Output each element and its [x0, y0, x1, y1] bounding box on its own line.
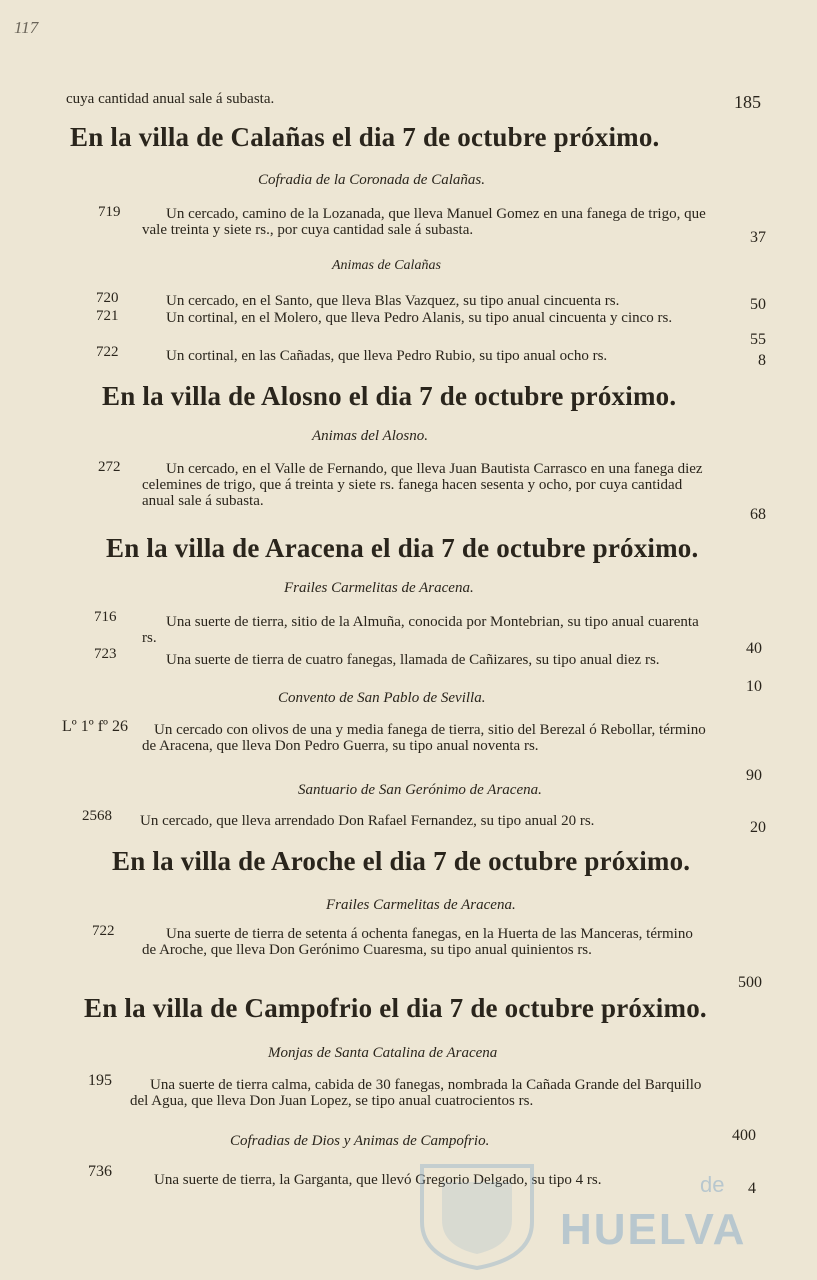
- entry-text: Una suerte de tierra, la Garganta, que llevó Gregorio Delgado, su tipo 4 rs.: [154, 1172, 602, 1188]
- entry-amount: 400: [732, 1127, 756, 1144]
- entry-number: 719: [98, 204, 121, 220]
- entry-number: 721: [96, 308, 119, 324]
- entry-amount: 68: [750, 506, 766, 523]
- entry-text: Un cercado con olivos de una y media fanega de tierra, sitio del Berezal ó Rebollar, término de Aracena, que lleva Don Pedro Guerra, su tipo anual noventa rs.: [142, 722, 706, 754]
- entry-number: Lº 1º fº 26: [62, 718, 128, 735]
- subheading: Frailes Carmelitas de Aracena.: [284, 580, 474, 596]
- entry-text: Un cortinal, en las Cañadas, que lleva Pedro Rubio, su tipo anual ocho rs.: [166, 348, 608, 364]
- entry-number: 722: [92, 923, 115, 939]
- section-heading-campofrio: En la villa de Campofrio el dia 7 de octubre próximo.: [84, 993, 707, 1023]
- entry-amount: 8: [758, 352, 766, 369]
- entry-number: 2568: [82, 808, 112, 824]
- entry-amount: 37: [750, 229, 766, 246]
- entry-number: 720: [96, 290, 119, 306]
- subheading: Frailes Carmelitas de Aracena.: [326, 897, 516, 913]
- watermark-text: HUELVA: [560, 1205, 747, 1254]
- entry-amount: 10: [746, 678, 762, 695]
- margin-note: 117: [14, 18, 39, 37]
- entry-number: 716: [94, 609, 117, 625]
- subheading: Animas del Alosno.: [312, 428, 428, 444]
- section-heading-calanas: En la villa de Calañas el dia 7 de octubre próximo.: [70, 122, 660, 152]
- subheading: Monjas de Santa Catalina de Aracena: [268, 1045, 498, 1061]
- entry-amount: 4: [748, 1180, 756, 1197]
- entry-amount: 55: [750, 331, 766, 348]
- entry-amount: 20: [750, 819, 766, 836]
- section-heading-aracena: En la villa de Aracena el dia 7 de octubre próximo.: [106, 533, 699, 563]
- entry-number: 736: [88, 1163, 112, 1180]
- entry-text: Un cortinal, en el Molero, que lleva Pedro Alanis, su tipo anual cincuenta y cinco rs.: [166, 310, 673, 326]
- entry-text: Un cercado, en el Santo, que lleva Blas Vazquez, su tipo anual cincuenta rs.: [166, 293, 620, 309]
- entry-text: Una suerte de tierra de cuatro fanegas, llamada de Cañizares, su tipo anual diez rs.: [166, 652, 660, 668]
- entry-amount: 500: [738, 974, 762, 991]
- entry-text: Un cercado, que lleva arrendado Don Rafael Fernandez, su tipo anual 20 rs.: [140, 813, 595, 829]
- running-head: cuya cantidad anual sale á subasta.: [66, 91, 275, 107]
- entry-text: Un cercado, camino de la Lozanada, que lleva Manuel Gomez en una fanega de trigo, que vale treinta y siete rs., por cuya cantidad sale á subasta.: [142, 206, 706, 238]
- section-heading-aroche: En la villa de Aroche el dia 7 de octubre próximo.: [112, 846, 691, 876]
- library-shield-watermark: [412, 1162, 542, 1270]
- entry-number: 272: [98, 459, 121, 475]
- entry-amount: 90: [746, 767, 762, 784]
- entry-text: Una suerte de tierra calma, cabida de 30 fanegas, nombrada la Cañada Grande del Barquillo del Agua, que lleva Don Juan Lopez, se tipo anual cuatrocientos rs.: [130, 1077, 702, 1109]
- subheading: Animas de Calañas: [332, 258, 441, 273]
- entry-number: 722: [96, 344, 119, 360]
- subheading: Cofradia de la Coronada de Calañas.: [258, 172, 485, 188]
- section-heading-alosno: En la villa de Alosno el dia 7 de octubre próximo.: [102, 381, 677, 411]
- entry-text: Una suerte de tierra, sitio de la Almuña, conocida por Montebrian, su tipo anual cuarenta rs.: [142, 614, 699, 646]
- entry-text: Un cercado, en el Valle de Fernando, que lleva Juan Bautista Carrasco en una fanega diez celemines de trigo, que á treinta y siete rs. fanega hacen sesenta y ocho, por cuya cantidad anual sale á subasta.: [142, 461, 703, 509]
- entry-number: 195: [88, 1072, 112, 1089]
- entry-amount: 40: [746, 640, 762, 657]
- entry-amount: 50: [750, 296, 766, 313]
- subheading: Santuario de San Gerónimo de Aracena.: [298, 782, 542, 798]
- entry-number: 723: [94, 646, 117, 662]
- watermark-small: de: [700, 1172, 725, 1197]
- page-number: 185: [734, 92, 761, 112]
- subheading: Cofradias de Dios y Animas de Campofrio.: [230, 1133, 490, 1149]
- subheading: Convento de San Pablo de Sevilla.: [278, 690, 486, 706]
- entry-text: Una suerte de tierra de setenta á ochenta fanegas, en la Huerta de las Manceras, término de Aroche, que lleva Don Gerónimo Cuaresma, su tipo anual quinientos rs.: [142, 926, 693, 958]
